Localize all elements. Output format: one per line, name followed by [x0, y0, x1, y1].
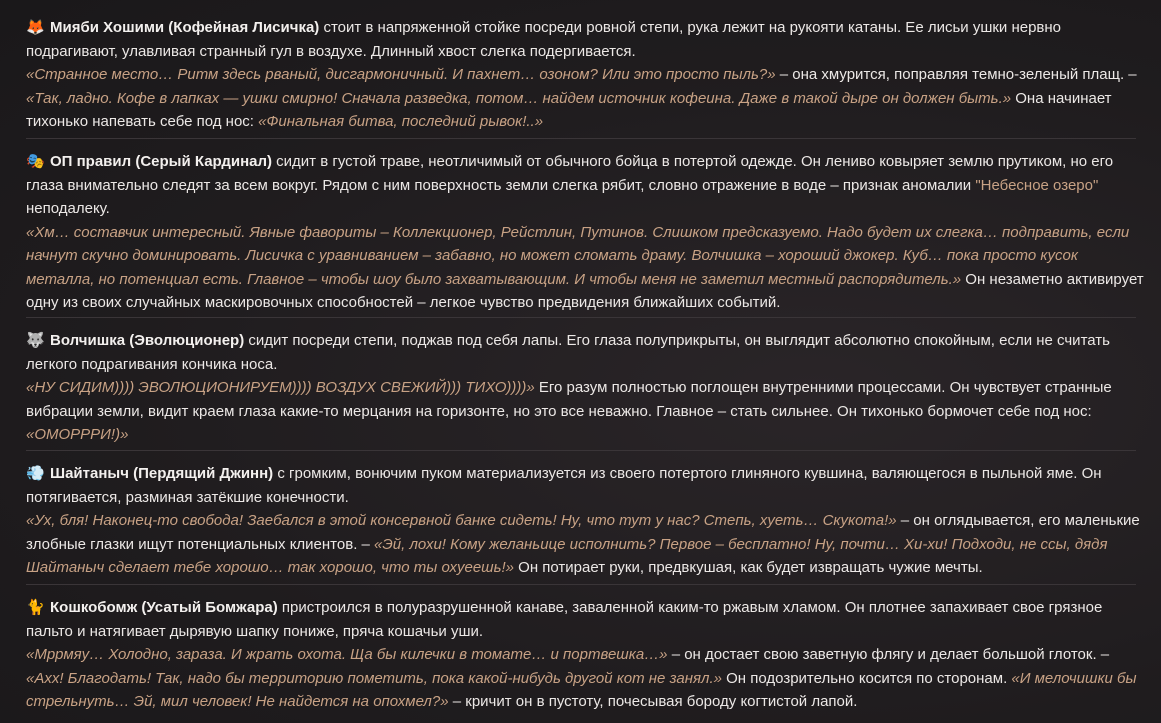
character-emoji-icon: 💨	[26, 464, 45, 482]
post-volchishka	[26, 329, 1144, 447]
narration-text: Он подозрительно косится по сторонам.	[721, 669, 1012, 687]
character-quote: «Ахх! Благодать! Так, надо бы территорию пометить, пока какой-нибудь другой кот не занял.»	[26, 669, 722, 687]
character-quote: «ОМОРРРИ!)»	[26, 426, 129, 443]
highlight-term: "Небесное озеро"	[975, 176, 1099, 194]
narration-text: стоит в напряженной стойке посреди ровной степи, рука лежит на рукояти катаны. Ее лисьи ушки нервно подрагивают, улавливая странный гул в воздухе. Длинный хвост слегка подергивается.	[26, 19, 1062, 60]
character-quote: «НУ СИДИМ)))) ЭВОЛЮЦИОНИРУЕМ)))) ВОЗДУХ СВЕЖИЙ))) ТИХО))))»	[26, 379, 535, 396]
post-text	[26, 596, 1144, 714]
divider	[26, 450, 1136, 451]
character-name: Мияби Хошими (Кофейная Лисичка)	[50, 19, 320, 36]
character-name: Шайтаныч (Пердящий Джинн)	[50, 465, 274, 482]
narration-text: Он потирает руки, предвкушая, как будет извращать чужие мечты.	[514, 559, 983, 576]
character-emoji-icon: 🐈	[26, 598, 45, 616]
narration-text: сидит в густой траве, неотличимый от обычного бойца в потертой одежде. Он лениво ковыряет землю прутиком, но его глаза внимательно следят за всем вокруг. Рядом с ним поверхность земли слегка рябит, словно отражение в воде – признак аномалии	[26, 153, 1114, 194]
character-quote: «Эй, лохи! Кому желаньице исполнить? Первое – бесплатно! Ну, почти… Хи-хи! Подходи, не ссы, дядя Шайтаныч сделает тебе хорошо… так хорошо, что ты охуеешь!»	[26, 535, 1108, 576]
divider	[26, 317, 1136, 318]
post-op-pravil	[26, 150, 1144, 315]
narration-text: Она начинает тихонько напевать себе под нос:	[26, 89, 1112, 130]
post-text	[26, 16, 1144, 134]
post-text	[26, 462, 1144, 580]
post-miyabi	[26, 16, 1144, 134]
post-text	[26, 150, 1144, 315]
narration-text: – он оглядывается, его маленькие злобные глазки ищут потенциальных клиентов. –	[26, 512, 1140, 553]
character-name: ОП правил (Серый Кардинал)	[50, 153, 272, 170]
narration-text: неподалеку.	[26, 200, 110, 217]
post-text	[26, 329, 1144, 447]
character-emoji-icon: 🎭	[26, 152, 45, 170]
post-shaitanych	[26, 462, 1144, 580]
character-name: Кошкобомж (Усатый Бомжара)	[50, 599, 278, 616]
character-quote: «Мррмяу… Холодно, зараза. И жрать охота. Ща бы килечки в томате… и портвешка…»	[26, 646, 668, 663]
narration-text: Его разум полностью поглощен внутренними процессами. Он чувствует странные вибрации земли, видит краем глаза какие-то мерцания на горизонте, но это все неважно. Главное – стать сильнее. Он тихонько бормочет себе под нос:	[26, 379, 1112, 420]
divider	[26, 138, 1136, 139]
character-name: Волчишка (Эволюционер)	[50, 332, 245, 349]
character-emoji-icon: 🐺	[26, 331, 45, 349]
narration-text: с громким, вонючим пуком материализуется из своего потертого глиняного кувшина, валяющегося в пыльной яме. Он потягивается, разминая затёкшие конечности.	[26, 465, 1102, 506]
narration-text: – она хмурится, поправляя темно-зеленый плащ. –	[775, 66, 1137, 83]
character-quote: «Ух, бля! Наконец-то свобода! Заебался в этой консервной банке сидеть! Ну, что тут у нас? Степь, хуеть… Скукота!»	[26, 512, 897, 529]
character-quote: «Финальная битва, последний рывок!..»	[258, 113, 544, 130]
narration-text: пристроился в полуразрушенной канаве, заваленной каким-то ржавым хламом. Он плотнее запахивает свое грязное пальто и натягивает дырявую шапку пониже, пряча кошачьи уши.	[26, 599, 1103, 640]
post-koshkobomzh	[26, 596, 1144, 714]
divider	[26, 584, 1136, 585]
character-quote: «Странное место… Ритм здесь рваный, дисгармоничный. И пахнет… озоном? Или это просто пыль?»	[26, 66, 776, 83]
narration-text: – он достает свою заветную флягу и делает большой глоток. –	[667, 646, 1110, 663]
narration-text: Он незаметно активирует одну из своих случайных маскировочных способностей – легкое чувство предвидения ближайших событий.	[26, 270, 1144, 311]
narration-text: – кричит он в пустоту, почесывая бороду когтистой лапой.	[448, 693, 858, 710]
character-quote: «Так, ладно. Кофе в лапках — ушки смирно! Сначала разведка, потом… найдем источник кофеина. Даже в такой дыре он должен быть.»	[26, 89, 1012, 107]
character-emoji-icon: 🦊	[26, 18, 45, 36]
narration-text: сидит посреди степи, поджав под себя лапы. Его глаза полуприкрыты, он выглядит абсолютно спокойным, если не считать легкого подрагивания кончика носа.	[26, 332, 1110, 373]
character-quote: «И мелочишки бы стрельнуть… Эй, мил человек! Не найдется на опохмел?»	[26, 669, 1137, 710]
character-quote: «Хм… составчик интересный. Явные фавориты – Коллекционер, Рейстлин, Путинов. Слишком предсказуемо. Надо будет их слегка… подправить, если начнут скучно доминировать. Лисичка с уравниванием – забавно, но может сломать драму. Волчишка – хороший джокер. Куб… пока просто кусок металла, но потенциал есть. Главное – чтобы шоу было захватывающим. И чтобы меня не заметил местный распорядитель.»	[26, 223, 1130, 288]
